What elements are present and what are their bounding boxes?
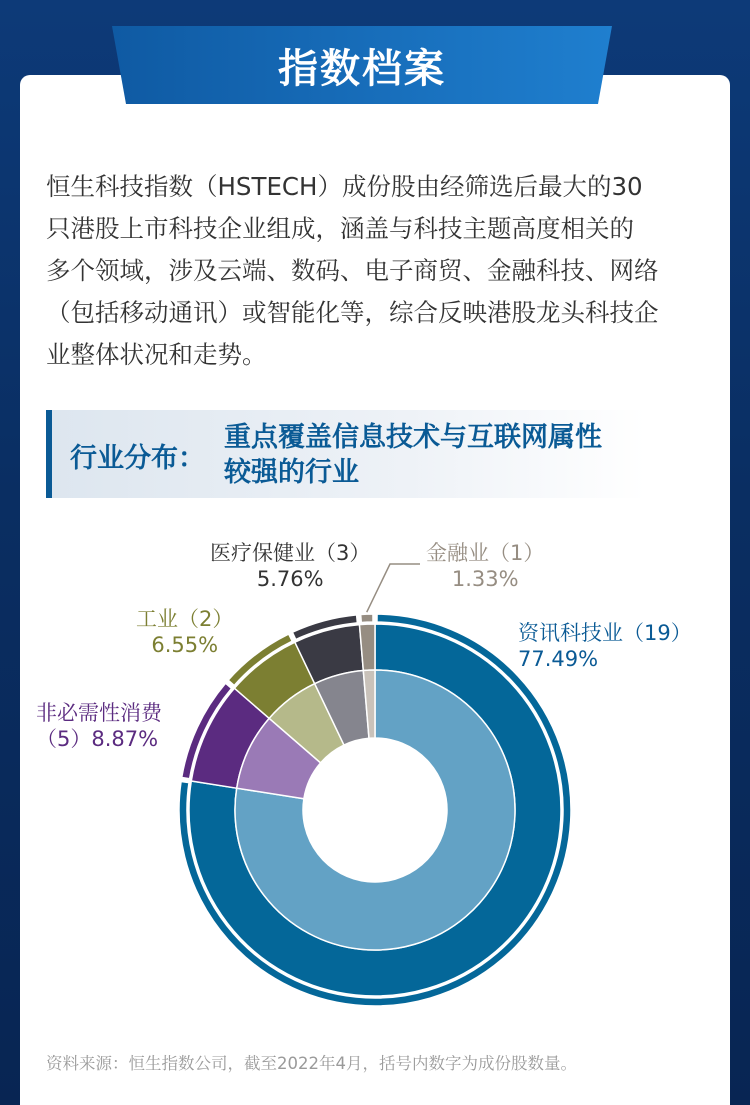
slice-label-line — [518, 646, 692, 672]
slice-label-line — [210, 540, 370, 566]
section-text — [224, 420, 644, 490]
intro-line: （包括移动通讯）或智能化等，综合反映港股龙头科技企 — [46, 298, 659, 327]
slice-label-line — [426, 540, 544, 566]
slice-label-line — [136, 606, 233, 632]
slice-name: 工业 — [136, 607, 178, 631]
slice-name: 医疗保健业 — [210, 541, 315, 565]
ring-segment-4 — [361, 614, 373, 622]
slice-label-line — [426, 566, 544, 592]
slice-name: 资讯科技业 — [518, 621, 623, 645]
source-note: 资料来源：恒生指数公司，截至2022年4月，括号内数字为成份股数量。 — [46, 1054, 577, 1073]
section-text-line: 重点覆盖信息技术与互联网属性 — [224, 422, 602, 453]
leader-line — [367, 564, 420, 612]
slice-label-line — [210, 566, 370, 592]
slice-label-2 — [136, 606, 233, 658]
slice-label-4 — [426, 540, 544, 592]
section-text-line: 较强的行业 — [224, 457, 359, 488]
donut-hole — [303, 738, 447, 882]
slice-label-line — [518, 620, 692, 646]
slice-count: （3） — [315, 541, 371, 565]
slice-name: 金融业 — [426, 541, 489, 565]
intro-line: 恒生科技指数（HSTECH）成份股由经筛选后最大的30 — [46, 172, 643, 201]
intro-line: 业整体状况和走势。 — [46, 340, 267, 369]
donut-chart — [0, 520, 750, 1020]
intro-line: 多个领域，涉及云端、数码、电子商贸、金融科技、网络 — [46, 256, 659, 285]
slice-percent: 1.33% — [451, 567, 519, 591]
slice-percent: 5.76% — [256, 567, 324, 591]
title-banner — [112, 26, 612, 104]
slice-label-line — [36, 726, 162, 752]
slice-label-line — [36, 700, 162, 726]
intro-line: 只港股上市科技企业组成，涵盖与科技主题高度相关的 — [46, 214, 634, 243]
slice-label-0 — [518, 620, 692, 672]
slice-count: （19） — [623, 621, 692, 645]
slice-count: （2） — [178, 607, 234, 631]
slice-percent: 6.55% — [151, 633, 219, 657]
section-label: 行业分布： — [70, 443, 205, 474]
slice-percent: 77.49% — [518, 647, 599, 671]
slice-label-line — [136, 632, 233, 658]
slice-percent: 8.87% — [91, 727, 159, 751]
slice-name: 非必需性消费 — [36, 701, 162, 725]
slice-label-3 — [210, 540, 370, 592]
slice-count: （1） — [489, 541, 545, 565]
banner-title: 指数档案 — [278, 45, 446, 92]
slice-label-1 — [36, 700, 162, 752]
slice-count: （5） — [36, 727, 92, 751]
section-heading — [46, 410, 646, 498]
intro-paragraph — [46, 166, 711, 376]
